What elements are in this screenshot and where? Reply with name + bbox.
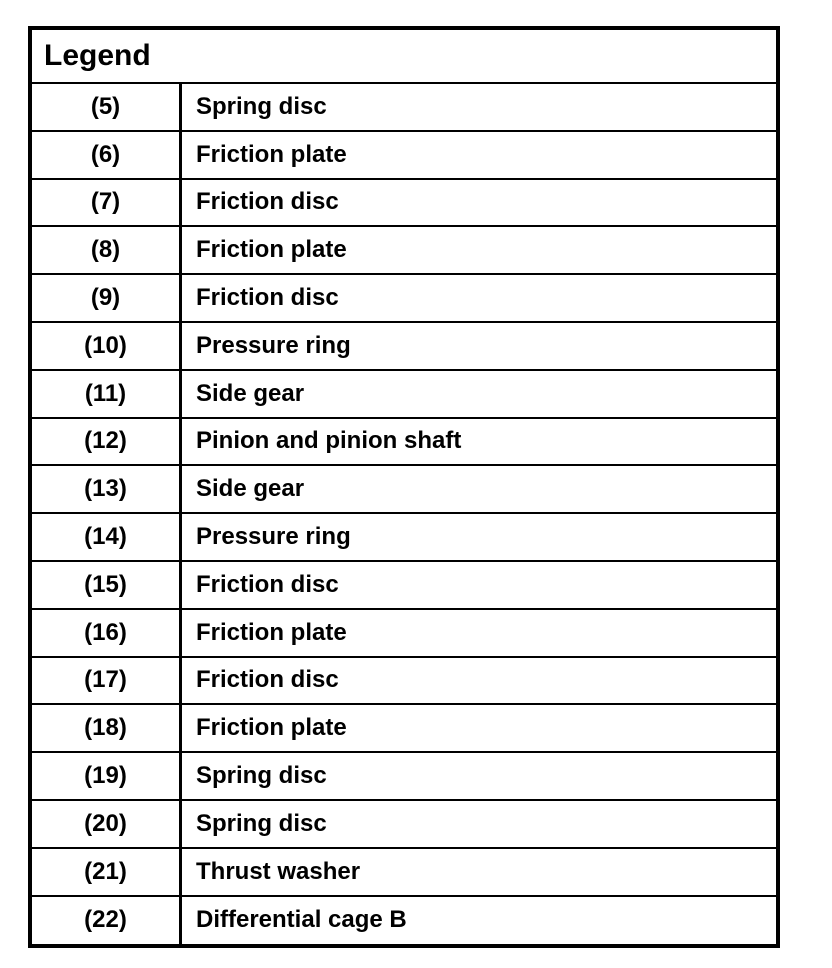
item-number: (21) [32,849,182,895]
table-row [32,84,776,132]
item-number: (18) [32,705,182,751]
item-description: Side gear [196,379,305,407]
item-description: Friction plate [196,140,347,168]
item-description: Spring disc [196,809,327,837]
table-row [32,753,776,801]
item-number: (8) [32,227,182,273]
table-row [32,658,776,706]
item-description: Friction disc [196,666,339,694]
item-number: (6) [32,132,182,178]
item-description: Spring disc [196,762,327,790]
item-number: (12) [32,419,182,465]
table-row [32,227,776,275]
item-number: (9) [32,275,182,321]
table-row [32,419,776,467]
legend-rows [32,84,776,944]
table-row [32,275,776,323]
item-description: Friction plate [196,618,347,646]
table-row [32,466,776,514]
table-row [32,849,776,897]
table-row [32,180,776,228]
item-number: (5) [32,84,182,130]
table-row [32,705,776,753]
table-row [32,801,776,849]
table-row [32,323,776,371]
item-description: Friction plate [196,714,347,742]
legend-title: Legend [32,30,776,84]
table-row [32,514,776,562]
item-description: Friction disc [196,570,339,598]
item-number: (7) [32,180,182,226]
item-description: Friction plate [196,236,347,264]
item-description: Pinion and pinion shaft [196,427,462,455]
item-number: (17) [32,658,182,704]
item-description: Spring disc [196,92,327,120]
table-row [32,371,776,419]
item-number: (20) [32,801,182,847]
item-number: (19) [32,753,182,799]
item-number: (10) [32,323,182,369]
item-description: Friction disc [196,284,339,312]
item-description: Thrust washer [196,857,361,885]
item-number: (22) [32,897,182,945]
item-description: Side gear [196,475,305,503]
item-description: Pressure ring [196,523,351,551]
item-number: (16) [32,610,182,656]
table-row [32,132,776,180]
item-description: Friction disc [196,188,339,216]
legend-table [28,26,780,948]
table-row [32,897,776,945]
item-number: (13) [32,466,182,512]
item-number: (15) [32,562,182,608]
item-description: Differential cage B [196,906,407,934]
item-number: (14) [32,514,182,560]
table-row [32,610,776,658]
item-number: (11) [32,371,182,417]
table-row [32,562,776,610]
item-description: Pressure ring [196,331,351,359]
